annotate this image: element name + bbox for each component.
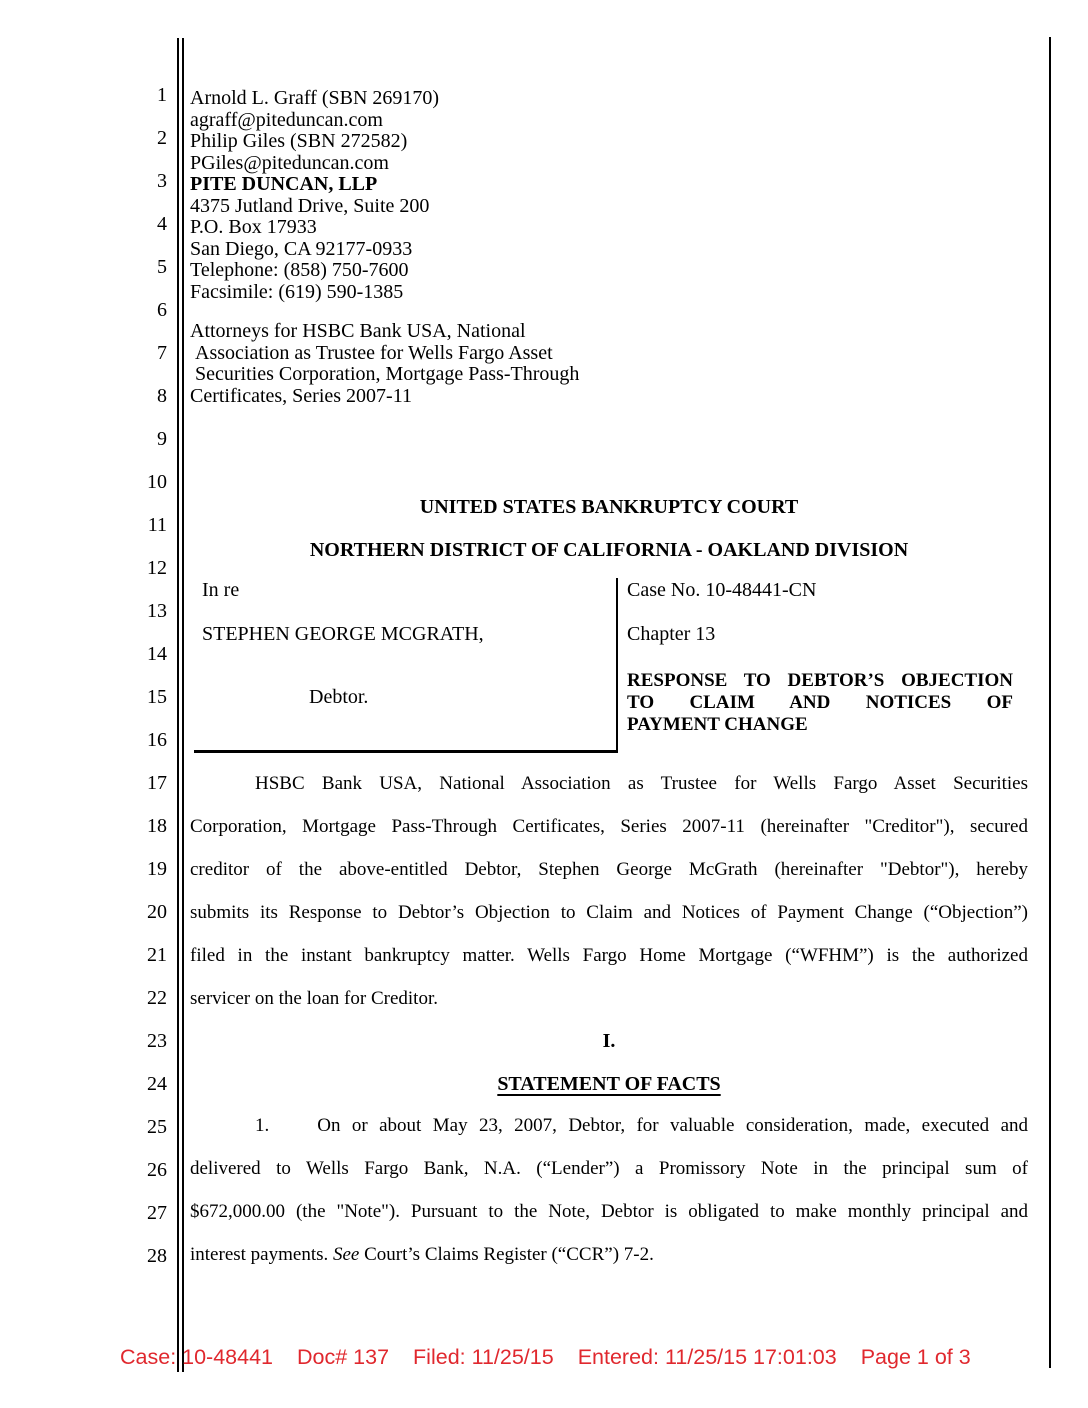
- representing-line: Certificates, Series 2007-11: [190, 384, 412, 407]
- line-number: 26: [147, 1159, 167, 1181]
- section-number: I.: [602, 1030, 616, 1052]
- line-number: 3: [157, 170, 167, 192]
- body-line: servicer on the loan for Creditor.: [190, 988, 438, 1009]
- case-number: Case No. 10-48441-CN: [627, 579, 817, 601]
- line-number: 4: [157, 213, 167, 235]
- body-line: delivered to Wells Fargo Bank, N.A. (“Lender”) a Promissory Note in the principal sum of: [190, 1158, 1028, 1179]
- line-number: 16: [147, 729, 167, 751]
- line-number: 28: [147, 1245, 167, 1267]
- fact-number: 1.: [255, 1115, 270, 1136]
- line-number: 24: [147, 1073, 167, 1095]
- fact-text: On or about May 23, 2007, Debtor, for valuable consideration, made, executed and: [317, 1115, 1028, 1136]
- body-line: filed in the instant bankruptcy matter. Wells Fargo Home Mortgage (“WFHM”) is the authorized: [190, 945, 1028, 966]
- filing-stamp: [120, 1345, 971, 1370]
- line-number-column: [0, 74, 167, 1278]
- paragraph-intro: [190, 762, 1028, 1020]
- line-number: 18: [147, 815, 167, 837]
- representing-line: Securities Corporation, Mortgage Pass-Through: [195, 363, 580, 385]
- representing-line: Attorneys for HSBC Bank USA, National: [190, 320, 526, 342]
- debtor-name: STEPHEN GEORGE MCGRATH,: [202, 623, 484, 645]
- line-number: 11: [147, 514, 167, 536]
- line-number: 23: [147, 1030, 167, 1052]
- chapter-label: Chapter 13: [627, 623, 716, 645]
- attorney-line: P.O. Box 17933: [190, 216, 317, 238]
- filing-stamp-entered: Entered: 11/25/15 17:01:03: [577, 1345, 837, 1369]
- document-title-line: TO CLAIM AND NOTICES OF: [627, 692, 1013, 713]
- body-line: [190, 1233, 1028, 1276]
- pleading-left-double-rule: [177, 38, 184, 1372]
- debtor-label: Debtor.: [309, 686, 369, 708]
- line-number: 15: [147, 686, 167, 708]
- line-number: 20: [147, 901, 167, 923]
- attorney-line: Arnold L. Graff (SBN 269170): [190, 87, 440, 109]
- line-number: 5: [157, 256, 167, 278]
- attorney-line: Facsimile: (619) 590-1385: [190, 280, 404, 303]
- line-number: 10: [147, 471, 167, 493]
- line-number: 7: [157, 342, 167, 364]
- section-heading: STATEMENT OF FACTS: [497, 1073, 721, 1095]
- court-district: NORTHERN DISTRICT OF CALIFORNIA - OAKLAND DIVISION: [309, 539, 909, 561]
- paragraph-fact-1: [190, 1104, 1028, 1276]
- line-number: 21: [147, 944, 167, 966]
- line-number: 1: [157, 84, 167, 106]
- attorney-line: 4375 Jutland Drive, Suite 200: [190, 194, 430, 217]
- line-number: 14: [147, 643, 167, 665]
- body-line: submits its Response to Debtor’s Objection to Claim and Notices of Payment Change (“Objection”): [190, 902, 1028, 923]
- attorney-representing: [190, 321, 1028, 407]
- attorney-line: San Diego, CA 92177-0933: [190, 237, 413, 260]
- fact-text: interest payments.: [190, 1244, 333, 1265]
- citation-see: See: [333, 1244, 360, 1265]
- body-line: $672,000.00 (the "Note"). Pursuant to the Note, Debtor is obligated to make monthly principal and: [190, 1201, 1028, 1222]
- attorney-block: [190, 88, 1028, 303]
- court-name: UNITED STATES BANKRUPTCY COURT: [419, 496, 799, 518]
- attorney-line: Telephone: (858) 750-7600: [190, 259, 409, 281]
- line-number: 2: [157, 127, 167, 149]
- in-re-label: In re: [202, 579, 240, 601]
- line-number: 22: [147, 987, 167, 1009]
- line-number: 19: [147, 858, 167, 880]
- case-caption: [190, 578, 1028, 754]
- line-number: 27: [147, 1202, 167, 1224]
- attorney-line: Philip Giles (SBN 272582): [190, 130, 408, 152]
- line-number: 25: [147, 1116, 167, 1138]
- filing-stamp-filed: Filed: 11/25/15: [413, 1345, 554, 1369]
- line-number: 6: [157, 299, 167, 321]
- document-title-line: RESPONSE TO DEBTOR’S OBJECTION: [627, 670, 1013, 691]
- line-number: 12: [147, 557, 167, 579]
- document-title: [627, 670, 1013, 736]
- body-line: Corporation, Mortgage Pass-Through Certificates, Series 2007-11 (hereinafter "Creditor"), secured: [190, 816, 1028, 837]
- document-title-line: PAYMENT CHANGE: [627, 714, 808, 735]
- body-line: [190, 1104, 1028, 1147]
- line-number: 17: [147, 772, 167, 794]
- body-line: creditor of the above-entitled Debtor, Stephen George McGrath (hereinafter "Debtor"), hereby: [190, 859, 1028, 880]
- representing-line: Association as Trustee for Wells Fargo Asset: [195, 341, 553, 364]
- fact-text: Court’s Claims Register (“CCR”) 7-2.: [359, 1244, 654, 1265]
- attorney-line: PGiles@piteduncan.com: [190, 151, 389, 174]
- filing-stamp-page: Page 1 of 3: [860, 1345, 971, 1369]
- body-line: HSBC Bank USA, National Association as Trustee for Wells Fargo Asset Securities: [255, 773, 1028, 794]
- line-number: 13: [147, 600, 167, 622]
- caption-debtor-cell: [194, 578, 618, 753]
- pleading-right-rule: [1049, 37, 1051, 1368]
- law-firm-name: PITE DUNCAN, LLP: [190, 173, 378, 195]
- filing-stamp-doc: Doc# 137: [297, 1345, 390, 1369]
- line-number: 8: [157, 385, 167, 407]
- filing-stamp-case: Case: 10-48441: [120, 1345, 273, 1369]
- line-number: 9: [157, 428, 167, 450]
- attorney-line: agraff@piteduncan.com: [190, 108, 383, 131]
